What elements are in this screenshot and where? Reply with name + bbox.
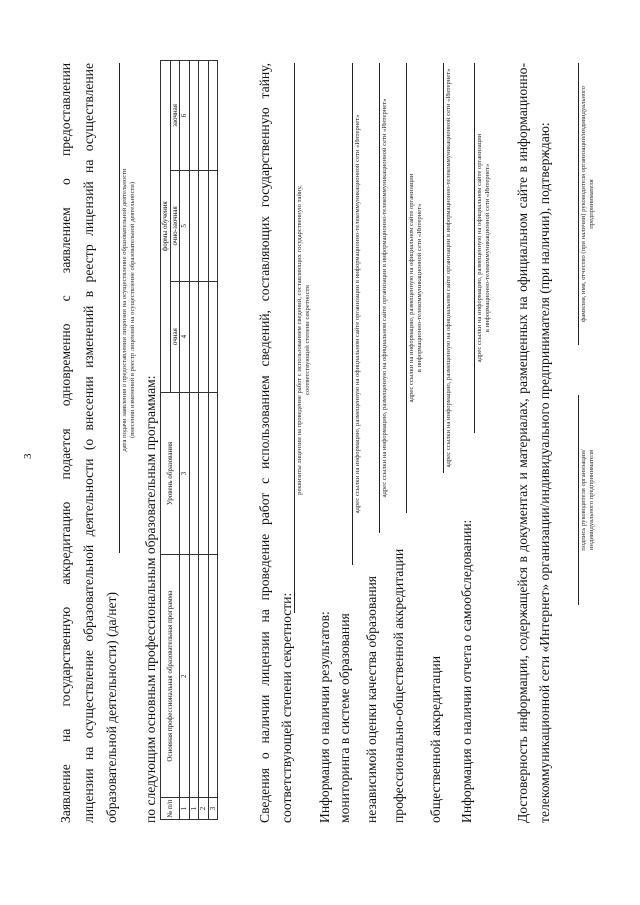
independent-link-field[interactable] [379, 63, 380, 533]
secrecy-license-field[interactable] [294, 63, 295, 613]
header-level: Уровень образования [161, 392, 180, 555]
intro-line-2: лицензии на осуществление образовательной деятельности (о внесении изменений в реестр лицензий на осуществление [81, 63, 96, 823]
signature-caption: подпись руководителя организации/ индивидуального предпринимателя [580, 449, 595, 551]
intro-line-3: образовательной деятельности) (да/нет) [104, 591, 119, 823]
intro-line-1: Заявление на государственную аккредитацию подается одновременно с заявлением о предоставлении [58, 63, 73, 823]
prof-public-label: профессионально-общественной аккредитации [391, 548, 406, 823]
self-exam-link-field[interactable] [474, 63, 475, 433]
header-full-time: очная [170, 281, 180, 392]
table-row[interactable]: 2 [199, 61, 209, 820]
programs-heading: по следующим основным профессиональным образовательным программам: [143, 375, 158, 823]
confirm-line-1: Достоверность информации, содержащейся в документах и материалах, размещенных на официальном сайте в информационно- [515, 63, 530, 823]
header-num: № п/п [161, 798, 180, 820]
public-caption: адрес ссылки на информацию, размещенную на официальном сайте организации в информационно-телекоммуникационной сети «Интернет» [445, 68, 452, 468]
self-exam-heading: Информация о наличии отчета о самообследовании: [459, 519, 474, 823]
header-forms: формы обучения [161, 61, 171, 393]
signature-field[interactable] [578, 395, 579, 605]
secrecy-caption: реквизиты лицензии на проведение работ с использованием сведений, составляющих государственную тайну, соответствующей степени секретности [296, 185, 311, 495]
secrecy-line-2: соответствующей степени секретности: [279, 592, 294, 823]
public-link-field[interactable] [443, 63, 444, 473]
page-number: 3 [22, 453, 34, 459]
programs-table [160, 60, 218, 820]
independent-label: независимой оценки качества образования [364, 575, 379, 823]
secrecy-line-1: Сведения о наличии лицензии на проведение работ с использованием сведений, составляющих государственную тайну, [257, 63, 272, 823]
prof-public-caption: адрес ссылки на информацию, размещенную на официальном сайте организации в информационно-телекоммуникационной сети «Интернет» [408, 173, 423, 403]
prof-public-link-field[interactable] [406, 63, 407, 513]
monitoring-caption: адрес ссылки на информацию, размещенную на официальном сайте организации в информационно-телекоммуникационной сети «Интернет» [354, 114, 361, 514]
submission-date-field[interactable] [119, 63, 120, 553]
results-heading: Информация о наличии результатов: [317, 611, 332, 823]
monitoring-label: мониторинга в системе образования [337, 613, 352, 823]
confirm-line-2: телекоммуникационной сети «Интернет» организации/индивидуального предпринимателя (при наличии), подтверждаю: [537, 122, 552, 823]
self-exam-caption: адрес ссылки на информацию, размещенную на официальном сайте организации в информационно-телекоммуникационной сети «Интернет» [476, 133, 491, 363]
independent-caption: адрес ссылки на информацию, размещенную на официальном сайте организации в информационно-телекоммуникационной сети «Интернет» [381, 98, 388, 498]
monitoring-link-field[interactable] [352, 63, 353, 565]
head-name-caption: фамилия, имя, отчество (при наличии) руководителя организации/индивидуального предпринимателя [580, 86, 595, 322]
header-correspondence: заочная [170, 61, 180, 171]
head-name-field[interactable] [578, 63, 579, 345]
table-row[interactable]: 3 [208, 61, 218, 820]
header-program: Основная профессиональная образовательная программа [161, 555, 180, 798]
header-part-time: очно-заочная [170, 170, 180, 281]
submission-date-caption: дата подачи заявления о предоставлении лицензии на осуществление образовательной деятельности (внесении изменений в реестр лицензий на осуществление образовательной деятельности) [121, 168, 136, 452]
public-label: общественной аккредитации [428, 656, 443, 823]
column-number-row: 1 2 3 4 5 6 [180, 61, 190, 820]
table-row[interactable]: 1 [189, 61, 199, 820]
